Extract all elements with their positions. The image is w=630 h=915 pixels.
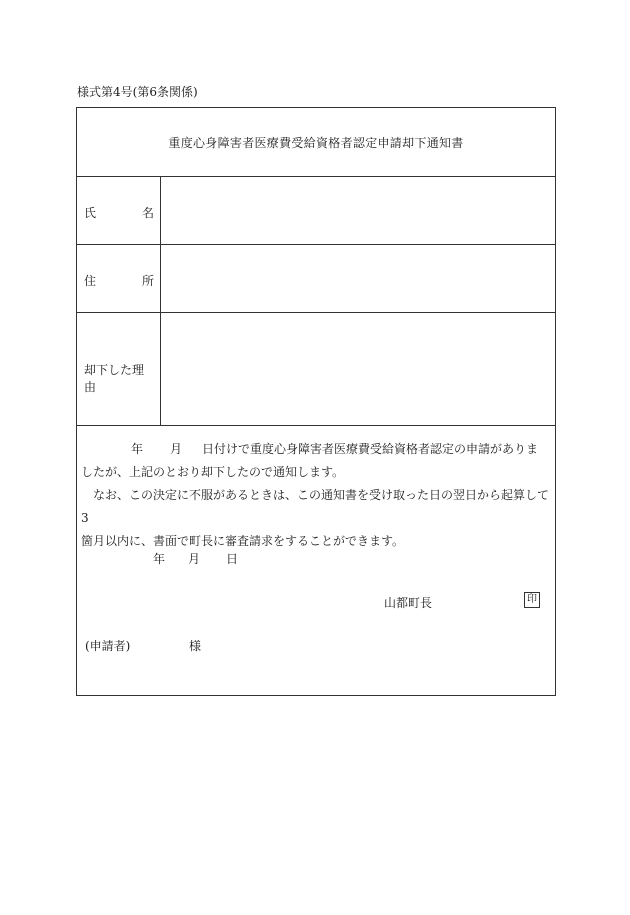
form-number: 様式第4号(第6条関係): [77, 85, 198, 99]
reason-label: 却下した理由: [84, 363, 145, 394]
honorific: 様: [189, 639, 202, 653]
notice-text: [81, 438, 549, 553]
notice-line-1: 年 月 日付けで重度心身障害者医療費受給資格者認定の申請がありま: [131, 442, 539, 456]
issue-day: 日: [226, 552, 239, 566]
applicant-label: (申請者): [85, 639, 131, 653]
name-label-char: 名: [141, 206, 154, 220]
notice-form: [76, 107, 556, 696]
divider: [77, 425, 555, 426]
notice-line-2: したが、上記のとおり却下したので通知します。: [81, 465, 345, 479]
notice-line-3: なお、この決定に不服があるときは、この通知書を受け取った日の翌日から起算して3: [81, 488, 550, 525]
issuer-name: 山都町長: [384, 596, 433, 610]
issue-year: 年: [153, 552, 166, 566]
seal-mark: 印: [524, 592, 540, 608]
document-title: 重度心身障害者医療費受給資格者認定申請却下通知書: [168, 136, 464, 150]
issue-month: 月: [188, 552, 201, 566]
notice-line-4: 箇月以内に、書面で町長に審査請求をすることができます。: [81, 534, 405, 548]
divider: [77, 244, 555, 245]
column-divider: [160, 176, 161, 425]
divider: [77, 312, 555, 313]
address-label-char: 所: [141, 274, 154, 288]
name-label: [84, 204, 154, 221]
name-label-char: 氏: [84, 206, 97, 220]
address-label: [84, 272, 154, 289]
address-label-char: 住: [84, 274, 97, 288]
divider: [77, 176, 555, 177]
